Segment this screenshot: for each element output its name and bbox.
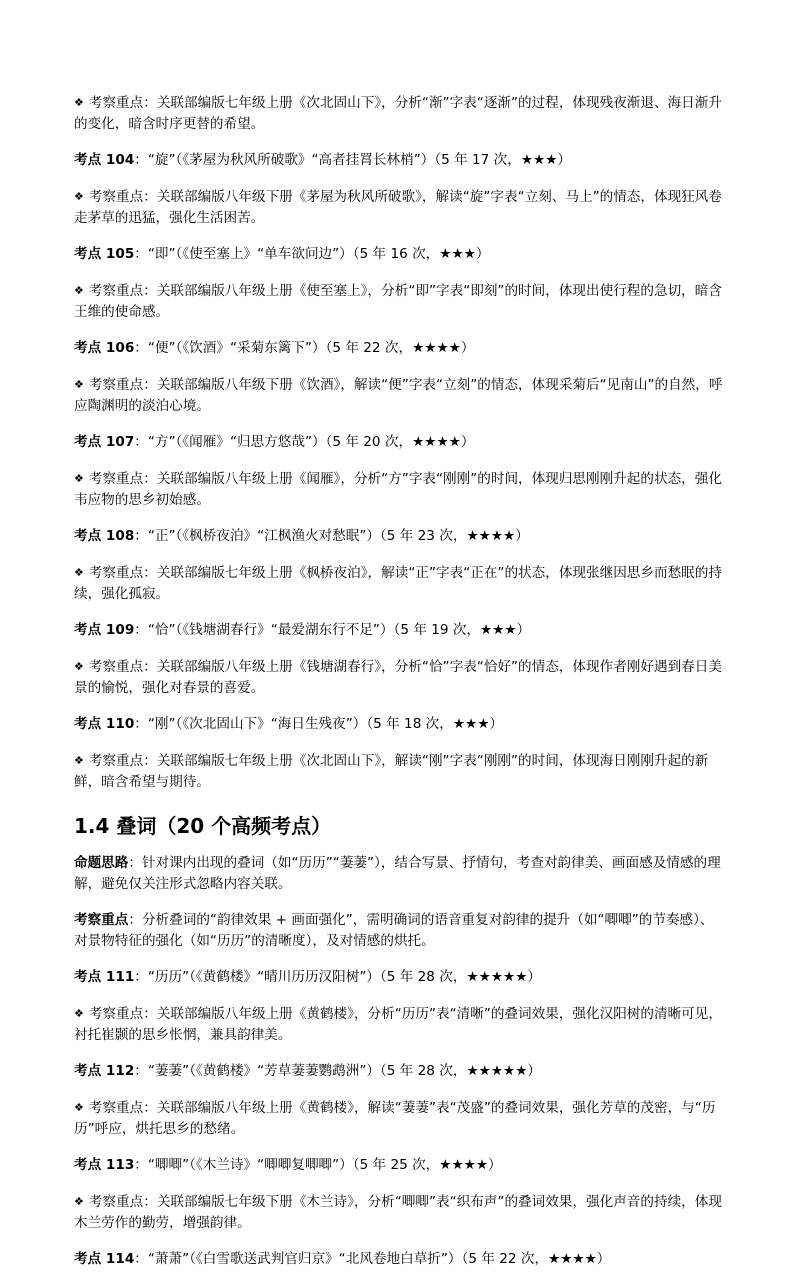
exam-point-text: ：“萋萋”（《黄鹤楼》“芳草萋萋鹦鹉洲”）（5 年 28 次，★★★★★）	[134, 1063, 541, 1079]
exam-point-text: ：“即”（《使至塞上》“单车欲问边”）（5 年 16 次，★★★）	[134, 246, 490, 262]
focus-paragraph	[74, 1097, 726, 1140]
exam-point-text: ：“便”（《饮酒》“采菊东篱下”）（5 年 22 次，★★★★）	[134, 340, 475, 356]
exam-point-text: ：“萧萧”（《白雪歌送武判官归京》“北风卷地白草折”）（5 年 22 次，★★★★）	[134, 1251, 611, 1267]
focus-text: 考察重点：关联部编版七年级上册《次北固山下》，分析“渐”字表“逐渐”的过程，体现残夜渐退、海日渐升的变化，暗含时序更替的希望。	[74, 95, 722, 132]
exam-point-label: 考点 114	[74, 1251, 135, 1267]
exam-point-heading	[74, 338, 726, 359]
exam-point-label: 考点 112	[74, 1063, 135, 1079]
exam-point-heading	[74, 1249, 726, 1270]
exam-point-heading	[74, 967, 726, 988]
document-page	[74, 92, 726, 1285]
focus-paragraph	[74, 750, 726, 793]
exam-point-label: 考点 108	[74, 528, 135, 544]
diamond-bullet-icon: ❖	[74, 660, 84, 673]
diamond-bullet-icon: ❖	[74, 1101, 84, 1114]
focus-paragraph	[74, 374, 726, 417]
exam-point-label: 考点 110	[74, 716, 135, 732]
section-paragraph	[74, 853, 726, 895]
exam-point-label: 考点 106	[74, 340, 135, 356]
focus-text: 考察重点：关联部编版七年级上册《枫桥夜泊》，解读“正”字表“正在”的状态，体现张继因思乡而愁眠的持续，强化孤寂。	[74, 565, 722, 602]
focus-text: 考察重点：关联部编版七年级下册《木兰诗》，分析“唧唧”表“织布声”的叠词效果，强化声音的持续，体现木兰劳作的勤劳，增强韵律。	[74, 1194, 722, 1231]
exam-point-heading	[74, 526, 726, 547]
focus-paragraph	[74, 92, 726, 135]
focus-paragraph	[74, 656, 726, 699]
exam-point-label: 考点 107	[74, 434, 135, 450]
exam-point-heading	[74, 244, 726, 265]
exam-point-text: ：“旋”（《茅屋为秋风所破歌》“高者挂罥长林梢”）（5 年 17 次，★★★）	[134, 152, 571, 168]
diamond-bullet-icon: ❖	[74, 284, 84, 297]
exam-point-heading	[74, 714, 726, 735]
focus-paragraph	[74, 1191, 726, 1234]
focus-paragraph	[74, 1003, 726, 1046]
exam-point-text: ：“刚”（《次北固山下》“海日生残夜”）（5 年 18 次，★★★）	[134, 716, 504, 732]
exam-point-text: ：“方”（《闻雁》“归思方悠哉”）（5 年 20 次，★★★★）	[134, 434, 475, 450]
diamond-bullet-icon: ❖	[74, 472, 84, 485]
exam-point-text: ：“恰”（《钱塘湖春行》“最爱湖东行不足”）（5 年 19 次，★★★）	[134, 622, 531, 638]
section-heading: 1.4 叠词（20 个高频考点）	[74, 814, 332, 838]
diamond-bullet-icon: ❖	[74, 566, 84, 579]
focus-text: 考察重点：关联部编版八年级上册《钱塘湖春行》，分析“恰”字表“恰好”的情态，体现作者刚好遇到春日美景的愉悦，强化对春景的喜爱。	[74, 659, 722, 696]
exam-point-text: ：“历历”（《黄鹤楼》“晴川历历汉阳树”）（5 年 28 次，★★★★★）	[134, 969, 541, 985]
paragraph-label: 命题思路	[74, 855, 129, 871]
exam-point-heading	[74, 1155, 726, 1176]
focus-text: 考察重点：关联部编版八年级上册《闻雁》，分析“方”字表“刚刚”的时间，体现归思刚刚升起的状态，强化韦应物的思乡初始感。	[74, 471, 722, 508]
diamond-bullet-icon: ❖	[74, 190, 84, 203]
exam-point-heading	[74, 150, 726, 171]
focus-text: 考察重点：关联部编版八年级下册《茅屋为秋风所破歌》，解读“旋”字表“立刻、马上”的情态，体现狂风卷走茅草的迅猛，强化生活困苦。	[74, 189, 722, 226]
section-paragraph	[74, 910, 726, 952]
focus-text: 考察重点：关联部编版八年级下册《饮酒》，解读“便”字表“立刻”的情态，体现采菊后“见南山”的自然，呼应陶渊明的淡泊心境。	[74, 377, 723, 414]
exam-point-text: ：“唧唧”（《木兰诗》“唧唧复唧唧”）（5 年 25 次，★★★★）	[134, 1157, 502, 1173]
diamond-bullet-icon: ❖	[74, 1007, 84, 1020]
diamond-bullet-icon: ❖	[74, 96, 84, 109]
exam-point-text: ：“正”（《枫桥夜泊》“江枫渔火对愁眠”）（5 年 23 次，★★★★）	[134, 528, 529, 544]
exam-point-label: 考点 111	[74, 969, 135, 985]
exam-point-label: 考点 109	[74, 622, 135, 638]
focus-text: 考察重点：关联部编版七年级上册《次北固山下》，解读“刚”字表“刚刚”的时间，体现海日刚刚升起的新鲜，暗含希望与期待。	[74, 753, 709, 790]
diamond-bullet-icon: ❖	[74, 378, 84, 391]
diamond-bullet-icon: ❖	[74, 754, 84, 767]
paragraph-text: ：针对课内出现的叠词（如“历历”“萋萋”），结合写景、抒情句，考查对韵律美、画面感及情感的理解，避免仅关注形式忽略内容关联。	[74, 855, 721, 892]
focus-text: 考察重点：关联部编版八年级上册《使至塞上》，分析“即”字表“即刻”的时间，体现出使行程的急切，暗含王维的使命感。	[74, 283, 722, 320]
focus-text: 考察重点：关联部编版八年级上册《黄鹤楼》，分析“历历”表“清晰”的叠词效果，强化汉阳树的清晰可见，衬托崔颢的思乡怅惘，兼具韵律美。	[74, 1006, 722, 1043]
diamond-bullet-icon: ❖	[74, 1195, 84, 1208]
focus-paragraph	[74, 468, 726, 511]
focus-paragraph	[74, 562, 726, 605]
exam-point-label: 考点 105	[74, 246, 135, 262]
focus-paragraph	[74, 280, 726, 323]
focus-paragraph	[74, 186, 726, 229]
exam-point-label: 考点 104	[74, 152, 135, 168]
exam-point-heading	[74, 432, 726, 453]
focus-text: 考察重点：关联部编版八年级上册《黄鹤楼》，解读“萋萋”表“茂盛”的叠词效果，强化芳草的茂密，与“历历”呼应，烘托思乡的愁绪。	[74, 1100, 716, 1137]
exam-point-heading	[74, 620, 726, 641]
exam-point-heading	[74, 1061, 726, 1082]
paragraph-text: ：分析叠词的“韵律效果 + 画面强化”，需明确词的语音重复对韵律的提升（如“唧唧”的节奏感）、对景物特征的强化（如“历历”的清晰度），及对情感的烘托。	[74, 912, 714, 949]
exam-point-label: 考点 113	[74, 1157, 135, 1173]
paragraph-label: 考察重点	[74, 912, 129, 928]
